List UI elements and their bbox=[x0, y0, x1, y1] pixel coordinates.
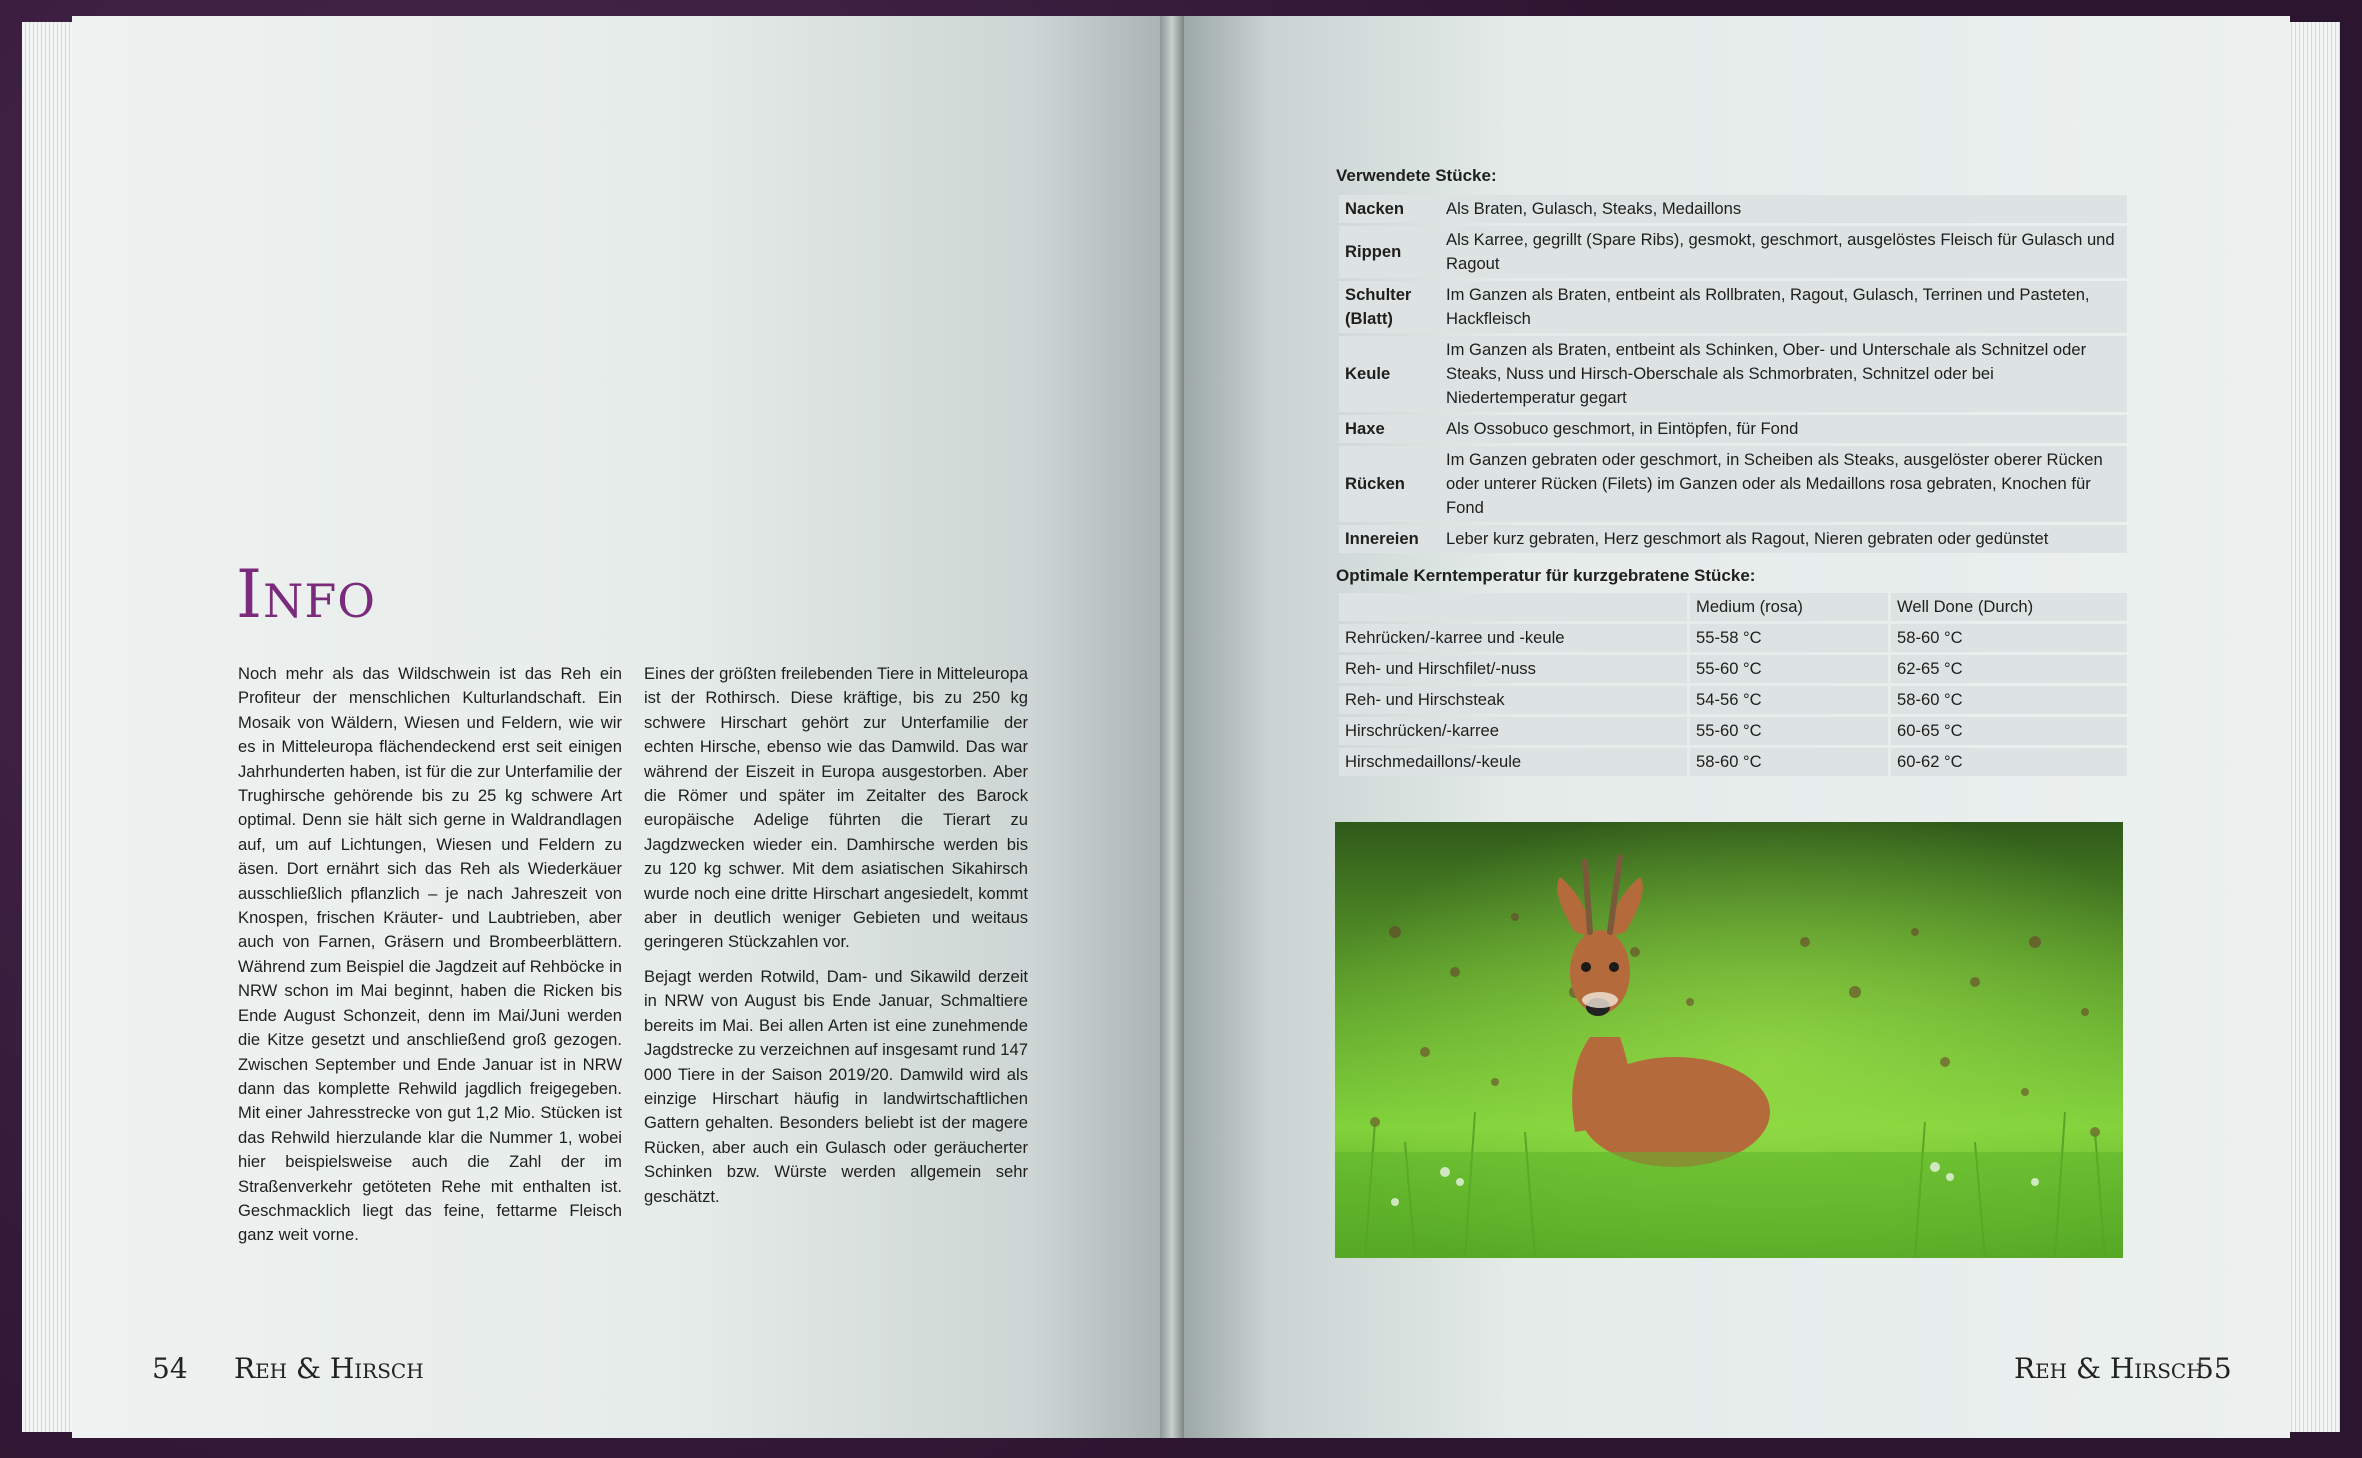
page-edges-right bbox=[2288, 22, 2340, 1432]
roe-deer-photo bbox=[1335, 822, 2123, 1258]
temp-medium: 54-56 °C bbox=[1690, 686, 1888, 714]
cuts-table-title: Verwendete Stücke: bbox=[1336, 166, 1497, 185]
temp-medium: 58-60 °C bbox=[1690, 748, 1888, 776]
cut-name: Keule bbox=[1339, 336, 1437, 412]
header-cell: Well Done (Durch) bbox=[1891, 593, 2127, 621]
paragraph: Bejagt werden Rotwild, Dam- und Sikawild derzeit in NRW von August bis Ende Januar, Schmaltiere bereits im Mai. Bei allen Arten ist eine zunehmende Jagdstrecke zu verzeichnen auf insgesamt rund 147 000 Tiere in der Saison 2019/20. Damwild wird als einzige Hirschart häufig in landwirtschaftlichen Gattern gehalten. Besonders beliebt ist der magere Rücken, aber auch ein Gulasch oder geräucherter Schinken bzw. Würste werden allgemein sehr geschätzt. bbox=[644, 966, 1028, 1206]
temp-cut: Reh- und Hirschfilet/-nuss bbox=[1339, 655, 1687, 683]
temp-cut: Hirschrücken/-karree bbox=[1339, 717, 1687, 745]
cut-use: Im Ganzen als Braten, entbeint als Rollbraten, Ragout, Gulasch, Terrinen und Pasteten, Hackfleisch bbox=[1440, 281, 2127, 333]
temp-done: 58-60 °C bbox=[1891, 624, 2127, 652]
cut-use: Leber kurz gebraten, Herz geschmort als Ragout, Nieren gebraten oder gedünstet bbox=[1440, 525, 2127, 553]
cut-name: Rippen bbox=[1339, 226, 1437, 278]
table-row bbox=[1339, 748, 2127, 776]
page-number-left: 54 bbox=[152, 1352, 188, 1385]
table-row bbox=[1339, 525, 2127, 553]
temp-cut: Reh- und Hirschsteak bbox=[1339, 686, 1687, 714]
temp-medium: 55-58 °C bbox=[1690, 624, 1888, 652]
page-number-right: 55 bbox=[2196, 1352, 2232, 1385]
section-heading: Info bbox=[236, 556, 376, 633]
cut-use: Als Karree, gegrillt (Spare Ribs), gesmokt, geschmort, ausgelöstes Fleisch für Gulasch und Ragout bbox=[1440, 226, 2127, 278]
temps-table-title: Optimale Kerntemperatur für kurzgebratene Stücke: bbox=[1336, 566, 1756, 585]
temp-medium: 55-60 °C bbox=[1690, 655, 1888, 683]
table-row bbox=[1339, 624, 2127, 652]
table-row bbox=[1339, 415, 2127, 443]
text-column-1 bbox=[238, 662, 622, 1258]
table-header-row bbox=[1339, 593, 2127, 621]
running-title-right: Reh & Hirsch bbox=[2014, 1352, 2204, 1385]
table-row bbox=[1339, 226, 2127, 278]
temp-done: 60-65 °C bbox=[1891, 717, 2127, 745]
temps-table bbox=[1336, 590, 2130, 779]
book-gutter bbox=[1160, 16, 1184, 1438]
running-title-left: Reh & Hirsch bbox=[234, 1352, 424, 1385]
cut-name: Innereien bbox=[1339, 525, 1437, 553]
table-row bbox=[1339, 281, 2127, 333]
cut-name: Schulter (Blatt) bbox=[1339, 281, 1437, 333]
header-cell bbox=[1339, 593, 1687, 621]
header-cell: Medium (rosa) bbox=[1690, 593, 1888, 621]
table-row bbox=[1339, 336, 2127, 412]
temp-medium: 55-60 °C bbox=[1690, 717, 1888, 745]
cut-name: Haxe bbox=[1339, 415, 1437, 443]
table-row bbox=[1339, 655, 2127, 683]
page-edges-left bbox=[22, 22, 74, 1432]
temp-cut: Rehrücken/-karree und -keule bbox=[1339, 624, 1687, 652]
table-row bbox=[1339, 717, 2127, 745]
paragraph: Noch mehr als das Wildschwein ist das Reh ein Profiteur der menschlichen Kulturlandschaft. Ein Mosaik von Wäldern, Wiesen und Feldern, wie wir es in Mitteleuropa flächendeckend erst seit einigen Jahrhunderten haben, ist für die zur Unterfamilie der Trughirsche gehörende bis zu 25 kg schwere Art optimal. Denn sie hält sich gerne in Waldrandlagen auf, um auf Lichtungen, Wiesen und Feldern zu äsen. Dort ernährt sich das Reh als Wiederkäuer ausschließlich pflanzlich – je nach Jahreszeit von Knospen, frischen Kräuter- und Laubtrieben, aber auch von Farnen, Gräsern und Brombeerblättern. Während zum Beispiel die Jagdzeit auf Rehböcke in NRW schon im Mai beginnt, haben die Ricken bis Ende August Schonzeit, denn im Mai/Juni werden die Kitze gesetzt und anschließend groß gezogen. Zwischen September und Ende Januar ist in NRW dann das komplette Rehwild jagdlich freigegeben. Mit einer Jahresstrecke von gut 1,2 Mio. Stücken ist das Rehwild hierzulande klar die Nummer 1, wobei hier beispielsweise auch die Zahl der im Straßenverkehr getöteten Rehe mit enthalten ist. Geschmacklich liegt das feine, fettarme Fleisch ganz weit vorne. bbox=[238, 664, 622, 1245]
paragraph: Eines der größten freilebenden Tiere in Mitteleuropa ist der Rothirsch. Diese kräftige, bis zu 250 kg schwere Hirschart gehört zur Unterfamilie der echten Hirsche, ebenso wie das Damwild. Das war während der Eiszeit in Europa ausgestorben. Aber die Römer und später im Zeitalter des Barock europäische Adelige führten die Tierart zu Jagdzwecken wieder ein. Damhirsche werden bis zu 120 kg schwer. Mit dem asiatischen Sikahirsch wurde noch eine dritte Hirschart angesiedelt, kommt aber in deutlich weniger Gebieten und weitaus geringeren Stückzahlen vor. bbox=[644, 664, 1028, 952]
table-row bbox=[1339, 686, 2127, 714]
cut-name: Rücken bbox=[1339, 446, 1437, 522]
cut-use: Als Braten, Gulasch, Steaks, Medaillons bbox=[1440, 195, 2127, 223]
temp-done: 58-60 °C bbox=[1891, 686, 2127, 714]
temp-done: 60-62 °C bbox=[1891, 748, 2127, 776]
cut-use: Als Ossobuco geschmort, in Eintöpfen, für Fond bbox=[1440, 415, 2127, 443]
cut-use: Im Ganzen als Braten, entbeint als Schinken, Ober- und Unterschale als Schnitzel oder Steaks, Nuss und Hirsch-Oberschale als Schmorbraten, Schnitzel oder bei Niedertemperatur gegart bbox=[1440, 336, 2127, 412]
roe-deer-illustration bbox=[1335, 822, 2123, 1258]
table-row bbox=[1339, 446, 2127, 522]
cut-use: Im Ganzen gebraten oder geschmort, in Scheiben als Steaks, ausgelöster oberer Rücken oder unterer Rücken (Filets) im Ganzen oder als Medaillons rosa gebraten, Knochen für Fond bbox=[1440, 446, 2127, 522]
text-column-2 bbox=[644, 662, 1028, 1219]
cut-name: Nacken bbox=[1339, 195, 1437, 223]
temp-cut: Hirschmedaillons/-keule bbox=[1339, 748, 1687, 776]
temp-done: 62-65 °C bbox=[1891, 655, 2127, 683]
table-row bbox=[1339, 195, 2127, 223]
cuts-table bbox=[1336, 192, 2130, 556]
